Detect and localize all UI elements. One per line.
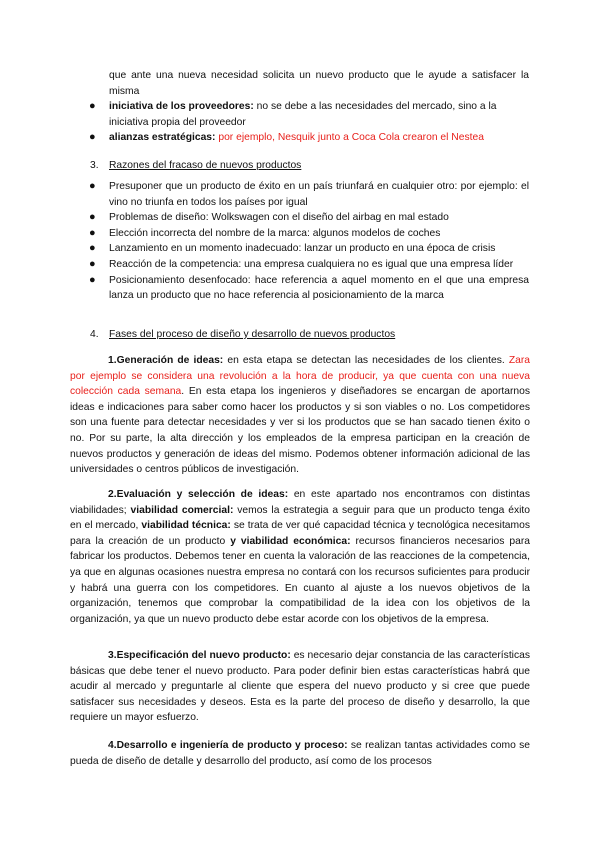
phase-text: en esta etapa se detectan las necesidades de los clientes. <box>223 355 509 366</box>
section-heading-3 <box>90 158 530 174</box>
phase-text: recursos financieros necesarios para fabricar los productos. Debemos tener en cuenta la valoración de las reacciones de la competencia, ya que en algunas ocasiones nuestra empresa no contará con los recursos suficientes para producir y habrá una guerra con los competidores. En cuanto al ajuste a los nuevos objetivos de la organización, tenemos que comprobar la compatibilidad de la idea con los objetivos de la organización, ya que un nuevo producto debe estar acorde con los objetivos de la empresa. <box>70 535 530 625</box>
phase-term: viabilidad técnica: <box>141 520 231 532</box>
phase-2-paragraph <box>70 487 530 627</box>
list-item <box>89 241 529 257</box>
phase-text: se trata de ver qué capacidad técnica y tecnológica necesitamos para la creación de un producto <box>70 520 530 547</box>
phase-text: se realizan tantas actividades como se pueda de diseño de detalle y desarrollo del producto, así como de los procesos <box>70 740 531 767</box>
section-title: Fases del proceso de diseño y desarrollo de nuevos productos <box>109 329 396 340</box>
phase-term: viabilidad comercial: <box>130 504 234 516</box>
bullet-icon: ● <box>89 257 96 270</box>
bullet-icon: ● <box>89 100 96 112</box>
section-title: Razones del fracaso de nuevos productos <box>109 160 302 171</box>
bullet-icon: ● <box>89 273 96 286</box>
phase-text: es necesario dejar constancia de las características básicas que debe tener el nuevo producto. Para poder definir bien estas características habrá que acudir al mercado y preguntarle al cliente que espera del nuevo producto y si cree que puede satisfacer sus necesidades y deseos. Esta es la parte del proceso de diseño y desarrollo, la que requiere un mayor esfuerzo. <box>70 650 530 724</box>
list-item <box>89 210 529 226</box>
list-item <box>89 273 529 304</box>
phase-1-paragraph <box>70 353 530 478</box>
phase-term: y viabilidad económica: <box>230 535 351 547</box>
item-text: Lanzamiento en un momento inadecuado: lanzar un producto en una época de crisis <box>109 243 496 255</box>
phase-3-paragraph <box>70 648 530 726</box>
item-term: iniciativa de los proveedores: <box>109 101 254 112</box>
item-text: Elección incorrecta del nombre de la marca: algunos modelos de coches <box>109 227 441 239</box>
list-item <box>89 257 529 273</box>
item-text: Posicionamiento desenfocado: hace referencia a aquel momento en el que una empresa lanza un producto que no hace referencia al posicionamiento de la marca <box>109 274 529 302</box>
continuation-text: que ante una nueva necesidad solicita un nuevo producto que le ayude a satisfacer la misma <box>109 70 529 97</box>
phase-title: 2.Evaluación y selección de ideas: <box>108 489 289 500</box>
phase-text: en este apartado nos encontramos con distintas viabilidades; <box>70 489 530 516</box>
failure-reasons-list <box>89 179 529 304</box>
phase-example: Zara por ejemplo se considera una revolución a la hora de producir, ya que cuenta con una nueva colección cada semana <box>70 355 530 398</box>
phase-title: 4.Desarrollo e ingeniería de producto y proceso: <box>108 740 348 751</box>
list-item <box>89 179 529 210</box>
section-number: 3. <box>90 160 99 171</box>
list-item <box>89 226 529 242</box>
phase-title: 3.Especificación del nuevo producto: <box>108 650 291 661</box>
bullet-icon: ● <box>89 180 96 192</box>
phase-text: . En esta etapa los ingenieros y diseñadores se encargan de aportarnos ideas e indicaciones para saber como hacer los productos y si son viables o no. Los competidores son una fuente para detectar necesidades y ver si los productos que se han sacado tienen éxito o no. Por su parte, la alta dirección y los empleados de la empresa participan en la creación de nuevos productos y generación de ideas del mismo. Podemos obtener información adicional de las universidades o centros públicos de investigación. <box>70 386 530 476</box>
bullet-icon: ● <box>89 242 96 255</box>
bullet-icon: ● <box>89 131 96 144</box>
item-text: Presuponer que un producto de éxito en un país triunfará en cualquier otro: por ejemplo: el vino no triunfa en todos los países por igual <box>109 181 529 208</box>
phase-4-paragraph <box>70 738 530 769</box>
bullet-icon: ● <box>89 211 96 224</box>
item-text: Reacción de la competencia: una empresa cualquiera no es igual que una empresa líder <box>109 258 514 270</box>
phase-text: vemos la estrategia a seguir para que un producto tenga éxito en el mercado, <box>70 504 530 532</box>
section-number: 4. <box>90 329 99 340</box>
item-text: no se debe a las necesidades del mercado, sino a la iniciativa propia del proveedor <box>109 101 497 128</box>
item-term: alianzas estratégicas: <box>109 132 216 144</box>
sources-list <box>89 99 529 146</box>
list-item <box>89 130 529 146</box>
list-item <box>89 99 529 130</box>
item-example: por ejemplo, Nesquik junto a Coca Cola crearon el Nestea <box>218 132 484 144</box>
bullet-icon: ● <box>89 226 96 239</box>
section-heading-4 <box>90 327 530 343</box>
item-text: Problemas de diseño: Wolkswagen con el diseño del airbag en mal estado <box>109 212 449 224</box>
phase-title: 1.Generación de ideas: <box>108 355 224 366</box>
